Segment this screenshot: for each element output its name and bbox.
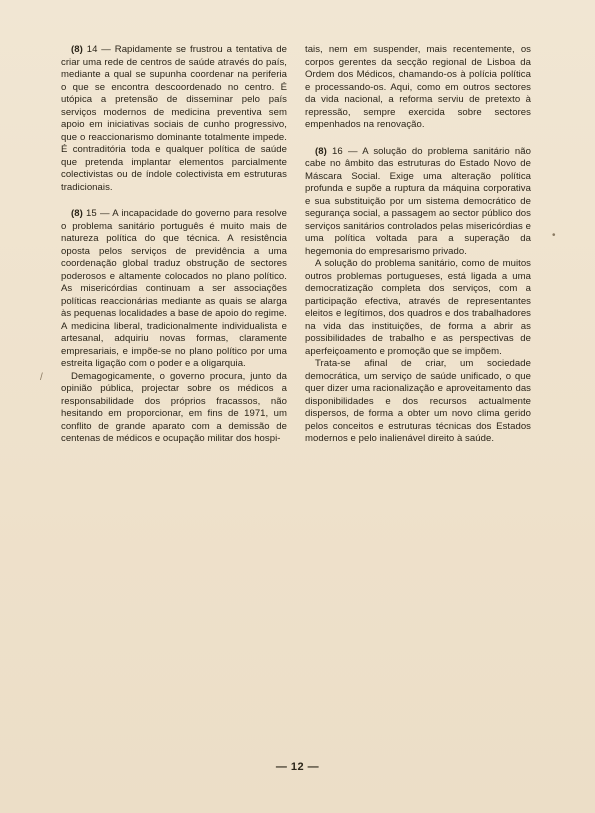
paragraph-demagogy	[61, 371, 287, 446]
paragraph-text: 16 — A solução do problema sanitário não cabe no âmbito das estruturas do Estado Novo de Máscara Social. Exige uma alteração política profunda e supõe a ruptura da máquina corporativa e sua substituição por um sistema democrático de segurança social, a passagem ao sector público dos serviços sanitários controlados pelas misericórdias e uma política voltada para a superação da hegemonia do empresarismo privado.	[305, 145, 532, 257]
margin-mark: •	[552, 230, 556, 241]
margin-mark: /	[40, 372, 43, 383]
paragraph-text: A solução do problema sanitário, como de muitos outros problemas portugueses, está ligada a uma democratização completa dos serviços, com a participação efectiva, através de representantes eleitos e legítimos, dos quadros e dos trabalhadores na vida das instituições, de forma a abrir as possibilidades de trabalho e as perspectivas de aperfeiçoamento e promoção que se impõem.	[305, 258, 531, 357]
page-number: — 12 —	[275, 761, 320, 773]
paragraph-16	[305, 146, 531, 259]
paragraph-text: Demagogicamente, o governo procura, junto da opinião pública, projectar sobre os médicos a responsabilidade dos próprios fracassos, não hesitando em proporcionar, em fins de 1971, um conflito de grande aparato com a demissão de centenas de médicos e ocupação militar dos hospi-	[61, 370, 287, 444]
paragraph-text: tais, nem em suspender, mais recentemente, os corpos gerentes da secção regional de Lisboa da Ordem dos Médicos, chamando-os à polícia política e processando-os. Aqui, como em outros sectores da vida nacional, a reforma serviu de pretexto à repressão, sempre exercida sobre sectores empenhados na renovação.	[305, 44, 531, 130]
paragraph-15	[61, 208, 287, 371]
reference-marker: (8)	[71, 44, 83, 55]
paragraph-solution	[305, 258, 531, 358]
right-column	[305, 44, 531, 446]
paragraph-14	[61, 44, 287, 194]
paragraph-text: 15 — A incapacidade do governo para resolve o problema sanitário português é muito mais de natureza política do que técnica. A resistência oposta pelos serviços de previdência a uma coordenação global traduz obstrução de sectores poderosos e altamente colocados no plano político. As misericórdias continuam a ser associações políticas reaccionárias mediante as quais se alarga às pequenas localidades a base de apoio do regime. A medicina liberal, tradicionalmente individualista e artesanal, adquiriu novas formas, claramente empresariais, e impõe-se no plano político por uma estreita ligação com o poder e a oligarquia.	[61, 208, 287, 369]
paragraph-text: 14 — Rapidamente se frustrou a tentativa de criar uma rede de centros de saúde através do país, mediante a qual se supunha coordenar na periferia o que se encontra descoordenado no centro. É utópica a pretensão de disseminar pelo país serviços modernos de medicina preventiva sem apoio em iniciativas sociais de cunho progressivo, que o reaccionarismo dominante totalmente impede. É contraditória toda e qualquer política de saúde que pretenda implantar elementos parcialmente colectivistas ou de índole colectivista em estruturas tradicionais.	[61, 44, 288, 193]
paragraph-continuation	[305, 44, 531, 132]
paragraph-conclusion	[305, 358, 531, 446]
paragraph-text: Trata-se afinal de criar, um sociedade democrática, um serviço de saúde unificado, o que quer dizer uma racionalização e aproveitamento das disponibilidades e dos recursos actualmente dispersos, de forma a obter um novo clima gerido pelos conceitos e estruturas técnicas dos Estados modernos e pelo inalienável direito à saúde.	[305, 358, 531, 444]
reference-marker: (8)	[71, 208, 83, 219]
left-column	[61, 44, 287, 446]
reference-marker: (8)	[315, 145, 327, 157]
